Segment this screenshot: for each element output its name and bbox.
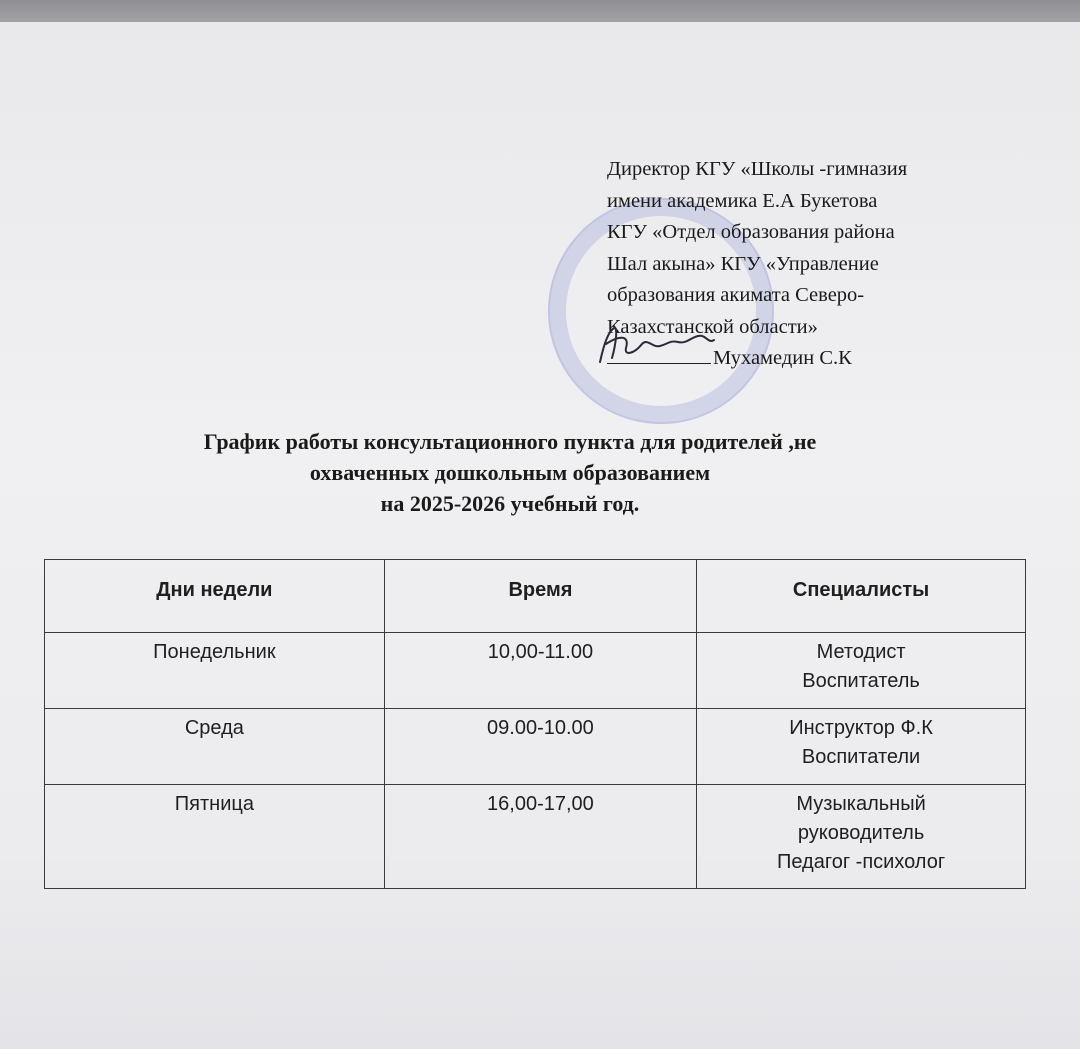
specialist: Воспитатели bbox=[801, 746, 921, 768]
title-line: График работы консультационного пункта для родителей ,не bbox=[203, 429, 817, 454]
cell-day: Среда bbox=[45, 709, 385, 785]
cell-specialists bbox=[697, 633, 1026, 709]
signatory-name: Мухамедин С.К bbox=[713, 347, 852, 369]
title-line: на 2025-2026 учебный год. bbox=[380, 491, 640, 516]
specialist: Педагог -психолог bbox=[777, 851, 946, 873]
approval-line: имени академика Е.А Букетова bbox=[607, 189, 878, 212]
table-row bbox=[45, 709, 1026, 785]
specialist: Инструктор Ф.К bbox=[789, 717, 933, 739]
table-row bbox=[45, 785, 1026, 889]
document-sheet bbox=[0, 22, 1080, 1049]
specialist: Музыкальный bbox=[796, 793, 926, 815]
approval-line: образования акимата Северо- bbox=[607, 284, 865, 306]
table-row bbox=[45, 633, 1026, 709]
approval-line: КГУ «Отдел образования района bbox=[607, 221, 895, 243]
cell-specialists bbox=[697, 709, 1026, 785]
approval-line: Директор КГУ «Школы -гимназия bbox=[607, 158, 908, 180]
document-title bbox=[60, 426, 960, 519]
cell-time: 09.00-10.00 bbox=[384, 709, 696, 785]
approval-line: Шал акына» КГУ «Управление bbox=[607, 252, 879, 275]
cell-specialists bbox=[697, 785, 1026, 889]
header-time: Время bbox=[384, 560, 696, 633]
title-line: охваченных дошкольным образованием bbox=[309, 460, 711, 485]
schedule-table bbox=[44, 559, 1026, 889]
cell-time: 10,00-11.00 bbox=[384, 633, 696, 709]
cell-day: Понедельник bbox=[45, 633, 385, 709]
specialist: Воспитатель bbox=[802, 670, 920, 692]
specialist: руководитель bbox=[797, 822, 925, 844]
cell-day: Пятница bbox=[45, 785, 385, 889]
specialist: Методист bbox=[816, 641, 906, 663]
header-specialists: Специалисты bbox=[697, 560, 1026, 633]
cell-time: 16,00-17,00 bbox=[384, 785, 696, 889]
table-header-row bbox=[45, 560, 1026, 633]
handwritten-signature bbox=[590, 314, 720, 374]
approval-line: Казахстанской области» bbox=[607, 315, 818, 338]
header-days: Дни недели bbox=[45, 560, 385, 633]
